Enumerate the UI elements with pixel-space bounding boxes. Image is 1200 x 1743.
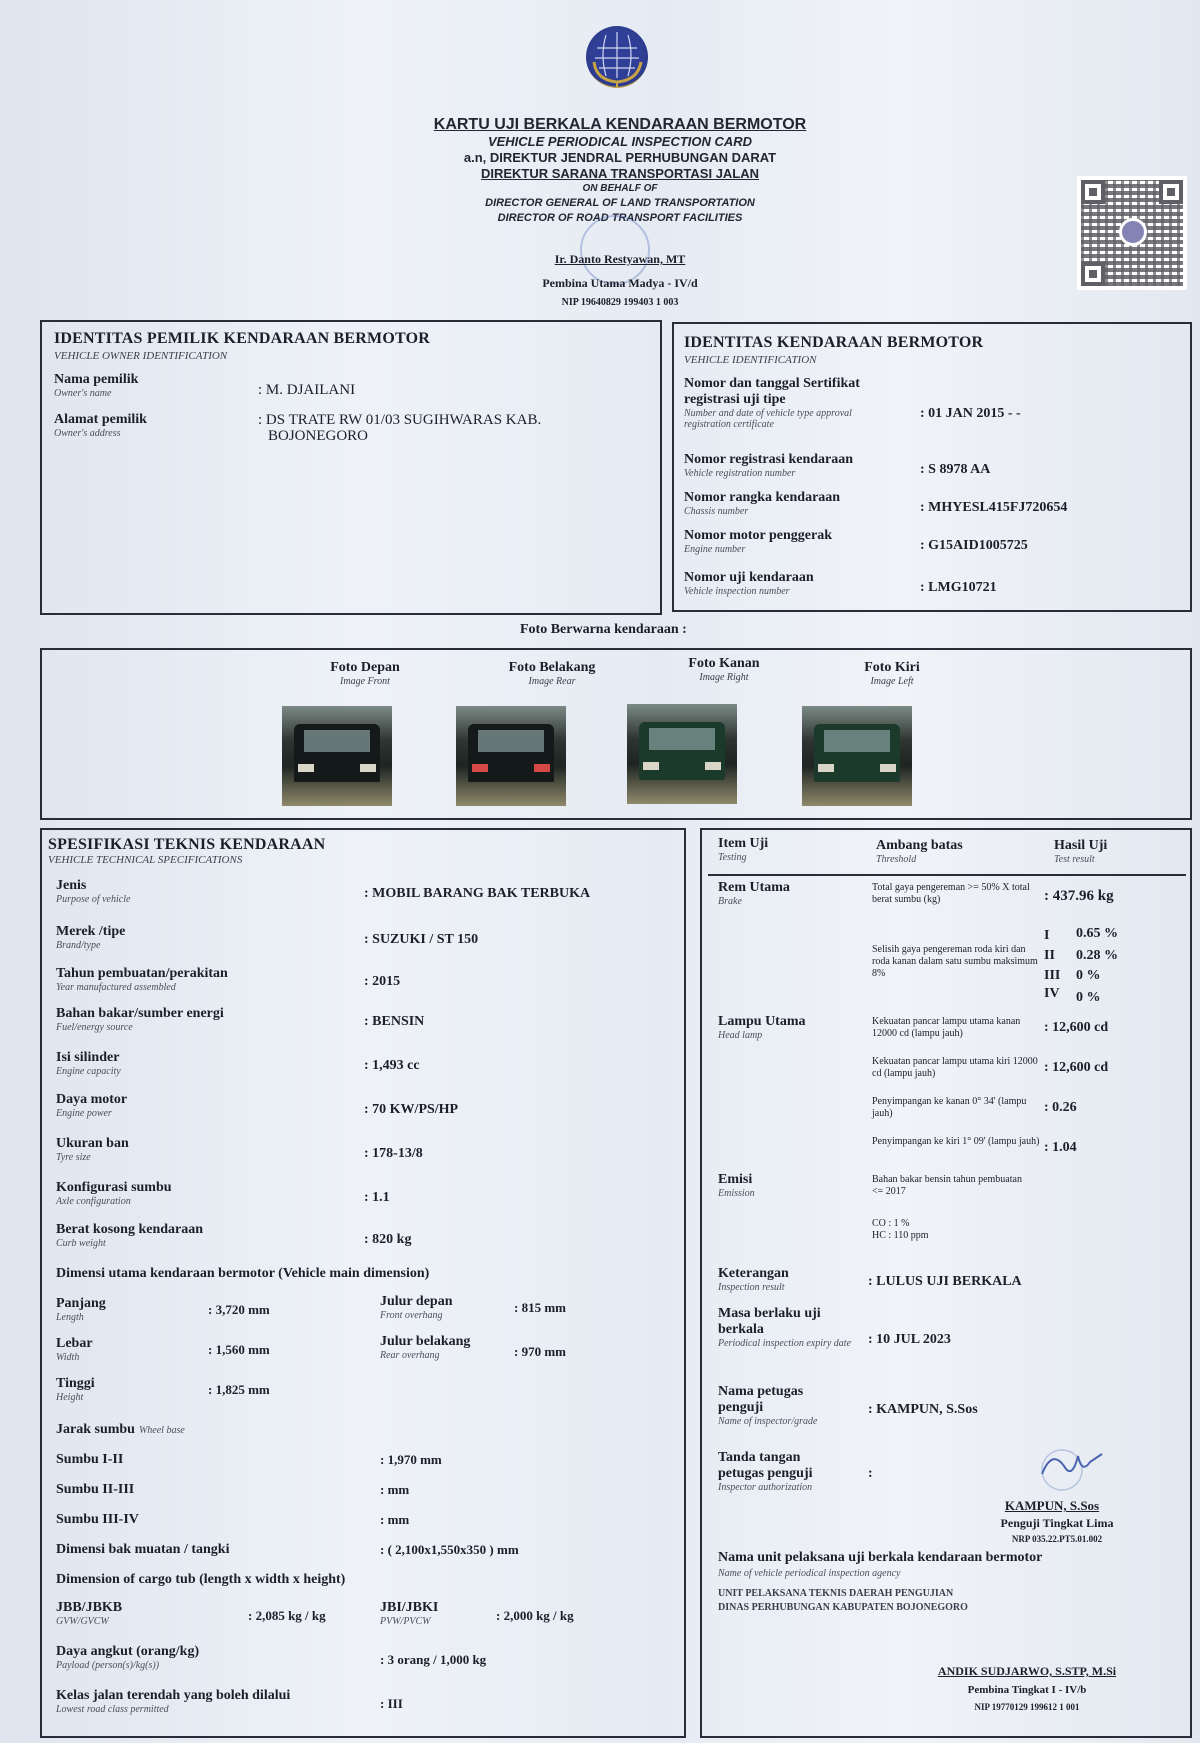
- photo-left-label: Foto Kiri: [864, 660, 920, 675]
- wheelbase-3-4-value: : mm: [380, 1512, 410, 1527]
- vehicle-identification-section: [672, 322, 1192, 612]
- spec-engine-power-value: : 70 KW/PS/HP: [364, 1102, 459, 1117]
- headlamp-threshold-left-deviation: Penyimpangan ke kiri 1° 09' (lampu jauh): [872, 1136, 1040, 1147]
- official-stamp-icon: [580, 215, 650, 285]
- road-class-value: : III: [380, 1696, 403, 1711]
- owner-section-subtitle: VEHICLE OWNER IDENTIFICATION: [54, 350, 228, 362]
- vehicle-section-subtitle: VEHICLE IDENTIFICATION: [684, 354, 817, 366]
- brake-axle-2-value: 0.28 %: [1076, 948, 1118, 963]
- director-en: DIRECTOR OF ROAD TRANSPORT FACILITIES: [497, 212, 743, 224]
- main-dimension-title: Dimensi utama kendaraan bermotor (Vehicle main dimension): [56, 1266, 430, 1281]
- headlamp-result-left-deviation: : 1.04: [1044, 1140, 1077, 1155]
- director-general-en: DIRECTOR GENERAL OF LAND TRANSPORTATION: [485, 197, 755, 209]
- spec-fuel-value: : BENSIN: [364, 1014, 425, 1029]
- inspection-number-label: Nomor uji kendaraan: [684, 570, 814, 585]
- spec-curb-weight-label: Berat kosong kendaraan: [56, 1222, 204, 1237]
- signatory-rank: Pembina Utama Madya - IV/d: [542, 276, 698, 290]
- col-header-testing-sub: Testing: [718, 852, 747, 863]
- spec-year-value: : 2015: [364, 974, 401, 989]
- inspection-result-sublabel: Inspection result: [718, 1282, 785, 1293]
- spec-curb-weight-sublabel: Curb weight: [56, 1238, 106, 1249]
- spec-curb-weight-value: : 820 kg: [364, 1232, 412, 1247]
- owner-name-label: Nama pemilik: [54, 372, 139, 387]
- head-signatory-nip: NIP 19770129 199612 1 001: [974, 1702, 1080, 1712]
- headlamp-sublabel: Head lamp: [718, 1030, 763, 1041]
- headlamp-threshold-left-intensity: Kekuatan pancar lampu utama kiri 12000 cd (lampu jauh): [872, 1056, 1038, 1079]
- headlamp-result-left-intensity: : 12,600 cd: [1044, 1060, 1109, 1075]
- brake-result-total: : 437.96 kg: [1044, 888, 1114, 904]
- spec-year-label: Tahun pembuatan/perakitan: [56, 966, 228, 981]
- brake-axle-4-value: 0 %: [1076, 990, 1101, 1005]
- chassis-number-value: : MHYESL415FJ720654: [920, 500, 1068, 515]
- dim-length-label: Panjang: [56, 1296, 106, 1311]
- cargo-dimension-label-en: Dimension of cargo tub (length x width x height): [56, 1572, 346, 1587]
- headlamp-result-right-intensity: : 12,600 cd: [1044, 1020, 1109, 1035]
- photo-left-sublabel: Image Left: [870, 676, 914, 687]
- spec-engine-power-label: Daya motor: [56, 1092, 128, 1107]
- brake-axle-3-value: 0 %: [1076, 968, 1101, 983]
- agency-sublabel: Name of vehicle periodical inspection agency: [718, 1568, 901, 1579]
- head-signatory-name: ANDIK SUDJARWO, S.STP, M.Si: [937, 1664, 1117, 1678]
- owner-address-value: : DS TRATE RW 01/03 SUGIHWARAS KAB.: [258, 412, 542, 428]
- pvw-label: JBI/JBKI: [380, 1600, 439, 1615]
- photo-front-image[interactable]: [282, 706, 392, 806]
- dim-length-value: : 3,720 mm: [208, 1302, 270, 1317]
- dim-front-overhang-sublabel: Front overhang: [380, 1310, 443, 1321]
- brake-axle-1-label: I: [1044, 928, 1050, 943]
- brake-threshold-difference: Selisih gaya pengereman roda kiri dan roda kanan dalam satu sumbu maksimum 8%: [872, 944, 1038, 979]
- inspection-number-value: : LMG10721: [920, 580, 997, 595]
- gvw-sublabel: GVW/GVCW: [56, 1616, 109, 1627]
- inspector-signature-name: KAMPUN, S.Sos: [1004, 1498, 1100, 1513]
- specs-section-title: SPESIFIKASI TEKNIS KENDARAAN: [48, 836, 326, 853]
- owner-address-value-line2: BOJONEGORO: [268, 428, 369, 444]
- payload-label: Daya angkut (orang/kg): [56, 1644, 200, 1659]
- gvw-value: : 2,085 kg / kg: [248, 1608, 326, 1623]
- spec-fuel-sublabel: Fuel/energy source: [56, 1022, 133, 1033]
- spec-engine-capacity-value: : 1,493 cc: [364, 1058, 420, 1073]
- registration-number-label-group: [684, 452, 853, 479]
- pvw-sublabel: PVW/PVCW: [380, 1616, 431, 1627]
- signatory-nip: NIP 19640829 199403 1 003: [561, 297, 679, 308]
- owner-address-label-group: [54, 412, 147, 439]
- technical-specifications-section: [40, 828, 686, 1738]
- registration-number-label: Nomor registrasi kendaraan: [684, 452, 854, 467]
- dim-width-sublabel: Width: [56, 1352, 80, 1363]
- payload-value: : 3 orang / 1,000 kg: [380, 1652, 487, 1667]
- vehicle-section-title: IDENTITAS KENDARAAN BERMOTOR: [684, 334, 984, 351]
- brake-threshold-total: Total gaya pengereman >= 50% X total berat sumbu (kg): [872, 882, 1030, 905]
- signature-label: Tanda tangan petugas penguji: [718, 1450, 813, 1481]
- brake-sublabel: Brake: [718, 896, 742, 907]
- brake-axle-2-label: II: [1044, 948, 1055, 963]
- inspection-result-value: : LULUS UJI BERKALA: [868, 1274, 1022, 1289]
- dim-rear-overhang-sublabel: Rear overhang: [380, 1350, 440, 1361]
- spec-axle-config-sublabel: Axle configuration: [56, 1196, 131, 1207]
- col-header-result: Hasil Uji: [1054, 838, 1108, 853]
- inspector-sublabel: Name of inspector/grade: [718, 1416, 818, 1427]
- chassis-number-label-group: [684, 490, 840, 517]
- type-approval-sublabel-line2: registration certificate: [684, 419, 774, 430]
- spec-fuel-label: Bahan bakar/sumber energi: [56, 1006, 224, 1021]
- headlamp-threshold-right-intensity: Kekuatan pancar lampu utama kanan 12000 cd (lampu jauh): [872, 1016, 1021, 1039]
- photo-right-label: Foto Kanan: [688, 656, 760, 671]
- col-header-testing: Item Uji: [718, 836, 769, 851]
- signatory-name: Ir. Danto Restyawan, MT: [554, 252, 686, 266]
- on-behalf-en: ON BEHALF OF: [582, 183, 658, 194]
- inspection-result-label: Keterangan: [718, 1266, 789, 1281]
- spec-tyre-label: Ukuran ban: [56, 1136, 129, 1151]
- headlamp-label: Lampu Utama: [718, 1014, 806, 1029]
- spec-engine-power-sublabel: Engine power: [56, 1108, 112, 1119]
- header-divider: [708, 874, 1186, 876]
- agency-line2: DINAS PERHUBUNGAN KABUPATEN BOJONEGORO: [718, 1602, 968, 1613]
- type-approval-sublabel: Number and date of vehicle type approval: [684, 408, 852, 419]
- pvw-value: : 2,000 kg / kg: [496, 1608, 574, 1623]
- photo-front-sublabel: Image Front: [340, 676, 390, 687]
- brake-axle-4-label: IV: [1044, 986, 1060, 1001]
- owner-address-sublabel: Owner's address: [54, 428, 121, 439]
- headlamp-threshold-right-deviation: Penyimpangan ke kanan 0° 34' (lampu jauh): [872, 1096, 1027, 1119]
- engine-number-label: Nomor motor penggerak: [684, 528, 833, 543]
- head-signatory-rank: Pembina Tingkat I - IV/b: [967, 1684, 1087, 1696]
- dim-rear-overhang-value: : 970 mm: [514, 1344, 566, 1359]
- expiry-label: Masa berlaku uji berkala: [718, 1306, 821, 1337]
- dim-width-value: : 1,560 mm: [208, 1342, 270, 1357]
- engine-number-sublabel: Engine number: [684, 544, 746, 555]
- owner-name-sublabel: Owner's name: [54, 388, 112, 399]
- registration-number-value: : S 8978 AA: [920, 462, 991, 477]
- owner-section-title: IDENTITAS PEMILIK KENDARAAN BERMOTOR: [54, 330, 430, 347]
- emission-threshold: Bahan bakar bensin tahun pembuatan <= 2017: [872, 1174, 1022, 1197]
- inspector-nrp: NRP 035.22.PT5.01.002: [1011, 1534, 1103, 1544]
- photo-left-caption: [842, 660, 942, 687]
- wheelbase-title-group: [56, 1420, 185, 1438]
- dim-width-label: Lebar: [56, 1336, 93, 1351]
- owner-name-value: : M. DJAILANI: [258, 382, 356, 398]
- cargo-dimension-value: : ( 2,100x1,550x350 ) mm: [380, 1542, 519, 1557]
- vehicle-photos-section: [40, 648, 1192, 820]
- photo-front-label: Foto Depan: [330, 660, 400, 675]
- road-class-sublabel: Lowest road class permitted: [56, 1704, 169, 1715]
- dim-height-sublabel: Height: [56, 1392, 84, 1403]
- inspector-rank: Penguji Tingkat Lima: [1000, 1516, 1114, 1530]
- expiry-sublabel: Periodical inspection expiry date: [718, 1338, 852, 1349]
- col-header-result-sub: Test result: [1054, 854, 1095, 865]
- photo-rear-image[interactable]: [456, 706, 566, 806]
- photo-rear-label: Foto Belakang: [508, 660, 596, 675]
- test-results-section: [700, 828, 1192, 1738]
- spec-tyre-value: : 178-13/8: [364, 1146, 423, 1161]
- inspection-number-label-group: [684, 570, 814, 597]
- emission-label: Emisi: [718, 1172, 753, 1187]
- owner-address-label: Alamat pemilik: [54, 412, 147, 427]
- expiry-value: : 10 JUL 2023: [868, 1332, 951, 1347]
- engine-number-label-group: [684, 528, 832, 555]
- spec-purpose-value: : MOBIL BARANG BAK TERBUKA: [364, 886, 591, 901]
- spec-brand-label: Merek /tipe: [56, 924, 126, 939]
- owner-name-label-group: [54, 372, 138, 399]
- owner-identification-section: [40, 320, 662, 615]
- photo-left-image[interactable]: [802, 706, 912, 806]
- on-behalf-text: a.n, DIREKTUR JENDRAL PERHUBUNGAN DARAT: [463, 150, 777, 165]
- wheelbase-sublabel: Wheel base: [138, 1425, 185, 1436]
- wheelbase-title: Jarak sumbu: [56, 1422, 135, 1437]
- col-header-threshold-sub: Threshold: [876, 854, 917, 865]
- spec-year-sublabel: Year manufactured assembled: [56, 982, 176, 993]
- type-approval-label: Nomor dan tanggal Sertifikat: [684, 376, 860, 391]
- wheelbase-2-3-label: Sumbu II-III: [56, 1482, 135, 1497]
- photo-rear-caption: [482, 660, 622, 687]
- emission-hc: HC : 110 ppm: [872, 1230, 929, 1241]
- payload-sublabel: Payload (person(s)/kg(s)): [56, 1660, 160, 1671]
- photo-right-image[interactable]: [627, 704, 737, 804]
- dim-rear-overhang-label: Julur belakang: [380, 1334, 471, 1349]
- gvw-label: JBB/JBKB: [56, 1600, 123, 1615]
- spec-brand-value: : SUZUKI / ST 150: [364, 932, 479, 947]
- spec-engine-capacity-label: Isi silinder: [56, 1050, 120, 1065]
- signature-colon: :: [868, 1466, 873, 1481]
- photo-rear-sublabel: Image Rear: [528, 676, 576, 687]
- emission-co: CO : 1 %: [872, 1218, 910, 1229]
- spec-axle-config-label: Konfigurasi sumbu: [56, 1180, 172, 1195]
- brake-axle-3-label: III: [1044, 968, 1061, 983]
- photo-right-sublabel: Image Right: [699, 672, 749, 683]
- inspector-label: Nama petugas penguji: [718, 1384, 804, 1415]
- photos-title: Foto Berwarna kendaraan :: [520, 622, 687, 637]
- qr-code-icon: [1077, 176, 1187, 290]
- spec-purpose-label: Jenis: [56, 878, 87, 893]
- spec-axle-config-value: : 1.1: [364, 1190, 390, 1205]
- emission-sublabel: Emission: [718, 1188, 755, 1199]
- inspector-signature-icon: [1032, 1444, 1112, 1494]
- agency-label: Nama unit pelaksana uji berkala kendaraan bermotor: [718, 1550, 1043, 1565]
- card-title: KARTU UJI BERKALA KENDARAAN BERMOTOR: [433, 116, 807, 133]
- registration-number-sublabel: Vehicle registration number: [684, 468, 796, 479]
- spec-engine-capacity-sublabel: Engine capacity: [56, 1066, 121, 1077]
- dim-height-label: Tinggi: [56, 1376, 95, 1391]
- dim-front-overhang-value: : 815 mm: [514, 1300, 566, 1315]
- road-class-label: Kelas jalan terendah yang boleh dilalui: [56, 1688, 291, 1703]
- chassis-number-sublabel: Chassis number: [684, 506, 749, 517]
- cargo-dimension-label: Dimensi bak muatan / tangki: [56, 1542, 230, 1557]
- dim-length-sublabel: Length: [56, 1312, 84, 1323]
- spec-tyre-sublabel: Tyre size: [56, 1152, 91, 1163]
- inspector-value: : KAMPUN, S.Sos: [868, 1402, 978, 1417]
- wheelbase-1-2-label: Sumbu I-II: [56, 1452, 124, 1467]
- inspection-number-sublabel: Vehicle inspection number: [684, 586, 790, 597]
- director-text: DIREKTUR SARANA TRANSPORTASI JALAN: [480, 166, 760, 181]
- specs-section-subtitle: VEHICLE TECHNICAL SPECIFICATIONS: [48, 854, 243, 866]
- photo-right-caption: [664, 656, 784, 683]
- spec-purpose-sublabel: Purpose of vehicle: [56, 894, 131, 905]
- type-approval-label-group: [684, 376, 904, 430]
- wheelbase-1-2-value: : 1,970 mm: [380, 1452, 442, 1467]
- engine-number-value: : G15AID1005725: [920, 538, 1028, 553]
- spec-brand-sublabel: Brand/type: [56, 940, 101, 951]
- headlamp-result-right-deviation: : 0.26: [1044, 1100, 1077, 1115]
- signature-sublabel: Inspector authorization: [718, 1482, 813, 1493]
- wheelbase-2-3-value: : mm: [380, 1482, 410, 1497]
- type-approval-value: : 01 JAN 2015 - -: [920, 406, 1021, 421]
- type-approval-label-line2: registrasi uji tipe: [684, 392, 786, 407]
- brake-label: Rem Utama: [718, 880, 790, 895]
- ministry-logo-icon: [586, 26, 648, 88]
- photo-front-caption: [310, 660, 420, 687]
- col-header-threshold: Ambang batas: [876, 838, 963, 853]
- dim-height-value: : 1,825 mm: [208, 1382, 270, 1397]
- chassis-number-label: Nomor rangka kendaraan: [684, 490, 841, 505]
- wheelbase-3-4-label: Sumbu III-IV: [56, 1512, 139, 1527]
- brake-axle-1-value: 0.65 %: [1076, 926, 1118, 941]
- card-title-en: VEHICLE PERIODICAL INSPECTION CARD: [487, 134, 753, 149]
- agency-line1: UNIT PELAKSANA TEKNIS DAERAH PENGUJIAN: [718, 1588, 954, 1599]
- dim-front-overhang-label: Julur depan: [380, 1294, 453, 1309]
